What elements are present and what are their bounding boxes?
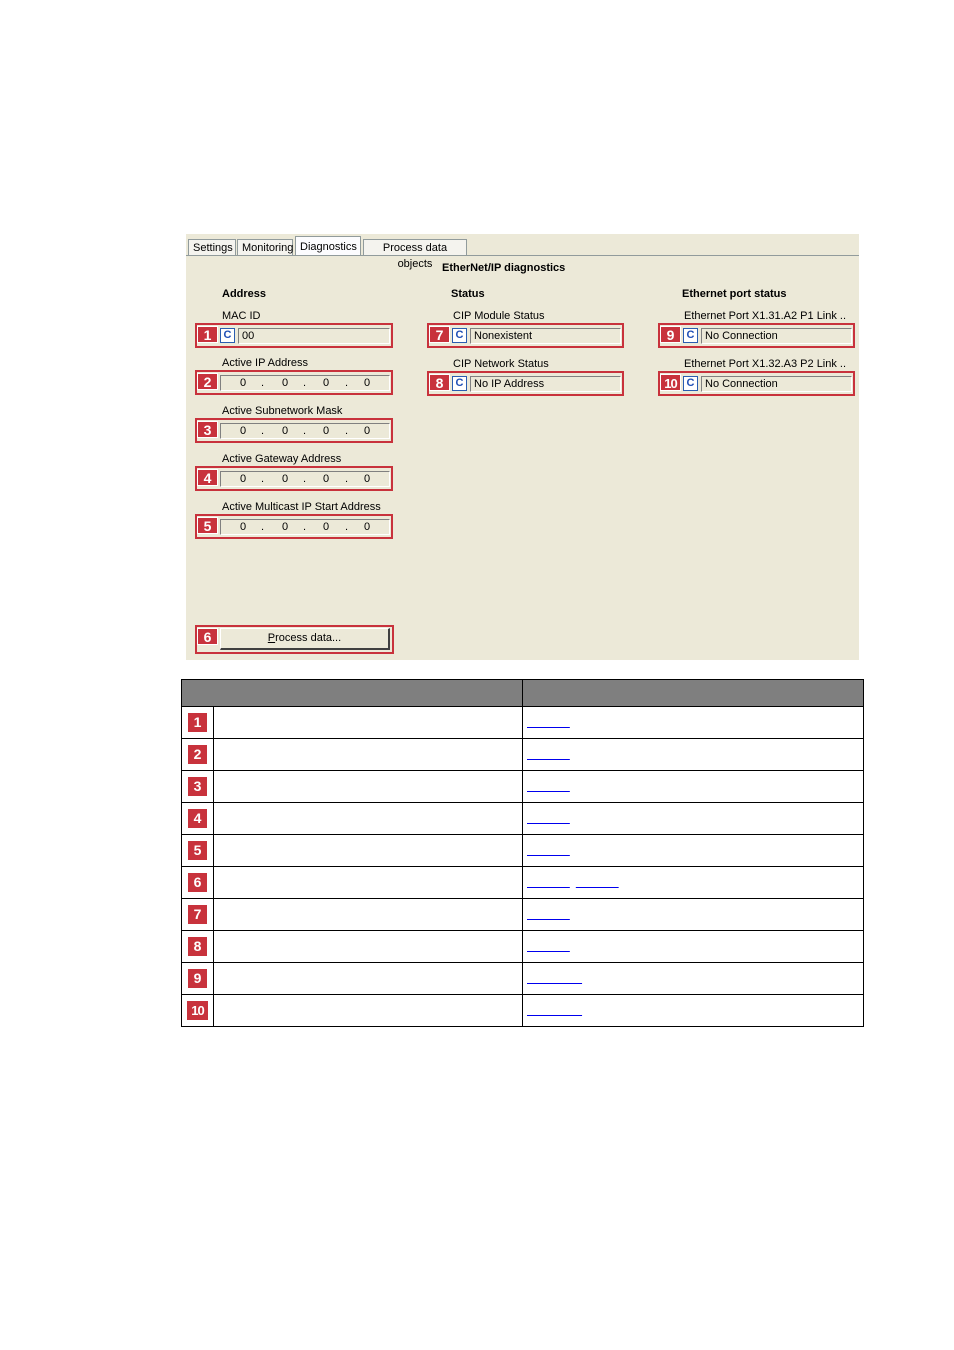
row-description-cell (214, 771, 523, 803)
ip-separator: . (303, 521, 307, 533)
port-p1-field: No Connection (701, 328, 852, 344)
ip-octet: 0 (240, 425, 247, 437)
row-info-cell (523, 771, 864, 803)
tab-process-data-objects[interactable]: Process data objects (363, 239, 467, 255)
process-data-button[interactable] (220, 628, 390, 650)
table-row (182, 835, 864, 867)
status-heading: Status (451, 288, 485, 300)
ip-octet: 0 (240, 377, 247, 389)
ip-separator: . (303, 473, 307, 485)
row-number-cell (182, 963, 214, 995)
info-link[interactable] (527, 845, 570, 857)
ip-octet: 0 (282, 473, 289, 485)
row-badge: 2 (188, 745, 207, 764)
row-description-cell (214, 707, 523, 739)
row-number-cell (182, 867, 214, 899)
port-p2-label: Ethernet Port X1.32.A3 P2 Link .. (684, 358, 847, 370)
row-info-cell (523, 899, 864, 931)
info-link[interactable] (527, 781, 570, 793)
row-info-cell (523, 963, 864, 995)
process-data-label: rocess data... (275, 632, 342, 644)
ip-separator: . (303, 425, 307, 437)
table-row (182, 899, 864, 931)
port-p1-label: Ethernet Port X1.31.A2 P1 Link .. (684, 310, 847, 322)
ip-separator: . (345, 473, 349, 485)
process-data-mnemonic: P (267, 632, 276, 644)
gateway-field (220, 471, 390, 487)
callout-badge-5: 5 (197, 517, 218, 534)
multicast-label: Active Multicast IP Start Address (222, 501, 381, 513)
callout-badge-7: 7 (429, 326, 450, 343)
ip-octet: 0 (282, 521, 289, 533)
port-status-heading: Ethernet port status (682, 288, 787, 300)
row-description-cell (214, 803, 523, 835)
row-info-cell (523, 803, 864, 835)
table-row (182, 707, 864, 739)
row-info-cell (523, 835, 864, 867)
callout-badge-2: 2 (197, 373, 218, 390)
online-value-icon: C (220, 328, 235, 343)
active-ip-label: Active IP Address (222, 357, 309, 369)
info-link[interactable] (576, 877, 619, 889)
tab-divider (186, 255, 859, 256)
row-number-cell (182, 739, 214, 771)
ip-separator: . (303, 377, 307, 389)
ip-octet: 0 (240, 521, 247, 533)
row-info-cell (523, 867, 864, 899)
table-row (182, 995, 864, 1027)
online-value-icon: C (452, 376, 467, 391)
callout-badge-3: 3 (197, 421, 218, 438)
tab-monitoring[interactable]: Monitoring (237, 239, 293, 255)
ip-separator: . (345, 521, 349, 533)
ip-separator: . (345, 425, 349, 437)
row-number-cell (182, 835, 214, 867)
ip-octet: 0 (364, 473, 371, 485)
row-badge: 4 (188, 809, 207, 828)
row-description-cell (214, 899, 523, 931)
row-badge: 6 (188, 873, 207, 892)
table-row (182, 867, 864, 899)
ip-octet: 0 (364, 425, 371, 437)
tab-diagnostics[interactable]: Diagnostics (295, 236, 361, 256)
row-number-cell (182, 931, 214, 963)
row-description-cell (214, 739, 523, 771)
ip-octet: 0 (364, 521, 371, 533)
row-badge: 8 (188, 937, 207, 956)
row-badge: 3 (188, 777, 207, 796)
info-link[interactable] (527, 877, 570, 889)
table-header-row (182, 680, 864, 707)
callout-badge-8: 8 (429, 374, 450, 391)
ip-separator: . (261, 521, 265, 533)
info-link[interactable] (527, 973, 582, 985)
ip-separator: . (345, 377, 349, 389)
info-link[interactable] (527, 813, 570, 825)
callout-badge-4: 4 (197, 469, 218, 486)
subnet-mask-field (220, 423, 390, 439)
port-p2-field: No Connection (701, 376, 852, 392)
row-description-cell (214, 995, 523, 1027)
diagnostics-dialog (186, 234, 859, 660)
cip-module-status-field: Nonexistent (470, 328, 621, 344)
online-value-icon: C (683, 376, 698, 391)
ip-octet: 0 (282, 425, 289, 437)
row-badge: 1 (188, 713, 207, 732)
table-header-control (182, 680, 523, 707)
row-info-cell (523, 995, 864, 1027)
gateway-label: Active Gateway Address (222, 453, 342, 465)
address-heading: Address (222, 288, 267, 300)
row-badge: 9 (188, 969, 207, 988)
callout-badge-1: 1 (197, 326, 218, 343)
panel-title: EtherNet/IP diagnostics (442, 262, 566, 274)
ip-separator: . (261, 425, 265, 437)
active-ip-field (220, 375, 390, 391)
table-header-info (523, 680, 864, 707)
ip-separator: . (261, 473, 265, 485)
info-link[interactable] (527, 941, 570, 953)
subnet-mask-label: Active Subnetwork Mask (222, 405, 343, 417)
cip-network-status-field: No IP Address (470, 376, 621, 392)
row-badge: 5 (188, 841, 207, 860)
online-value-icon: C (452, 328, 467, 343)
row-description-cell (214, 867, 523, 899)
row-number-cell (182, 995, 214, 1027)
row-badge: 7 (188, 905, 207, 924)
table-row (182, 963, 864, 995)
row-info-cell (523, 931, 864, 963)
info-link[interactable] (527, 909, 570, 921)
table-row (182, 931, 864, 963)
cip-module-status-label: CIP Module Status (453, 310, 545, 322)
online-value-icon: C (683, 328, 698, 343)
row-number-cell (182, 771, 214, 803)
multicast-field (220, 519, 390, 535)
info-link[interactable] (527, 717, 570, 729)
row-description-cell (214, 931, 523, 963)
ip-octet: 0 (323, 377, 330, 389)
mac-id-field: 00 (238, 328, 390, 344)
info-link[interactable] (527, 1005, 582, 1017)
callout-badge-10: 10 (660, 374, 681, 391)
info-link[interactable] (527, 749, 570, 761)
row-info-cell (523, 707, 864, 739)
row-badge: 10 (187, 1001, 208, 1020)
row-number-cell (182, 803, 214, 835)
ip-octet: 0 (282, 377, 289, 389)
ip-octet: 0 (323, 425, 330, 437)
legend-table (181, 679, 864, 1027)
ip-octet: 0 (240, 473, 247, 485)
ip-separator: . (261, 377, 265, 389)
ip-octet: 0 (323, 521, 330, 533)
row-description-cell (214, 835, 523, 867)
table-row (182, 803, 864, 835)
ip-octet: 0 (323, 473, 330, 485)
row-info-cell (523, 739, 864, 771)
mac-id-label: MAC ID (222, 310, 261, 322)
row-description-cell (214, 963, 523, 995)
row-number-cell (182, 899, 214, 931)
cip-network-status-label: CIP Network Status (453, 358, 549, 370)
callout-badge-6: 6 (197, 628, 218, 645)
table-row (182, 771, 864, 803)
row-number-cell (182, 707, 214, 739)
callout-badge-9: 9 (660, 326, 681, 343)
ip-octet: 0 (364, 377, 371, 389)
table-row (182, 739, 864, 771)
tab-settings[interactable]: Settings (188, 239, 236, 255)
